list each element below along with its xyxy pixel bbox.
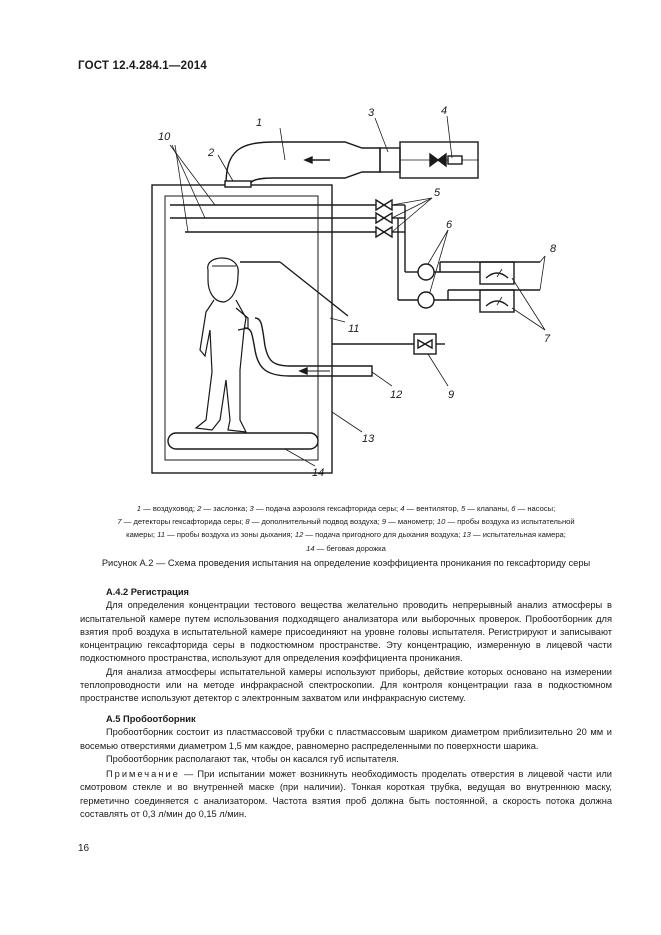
section-sampler <box>80 713 612 821</box>
label-1: 1 <box>256 117 263 129</box>
paragraph: Пробоотборник располагают так, чтобы он касался губ испытателя. <box>106 753 399 764</box>
paragraph: Для определения концентрации тестового вещества желательно проводить непрерывный анализ атмосферы в испытательной камере путем использования подходящего анализатора или выборочных проверок. Пробоотборник для взятия проб воздуха в испытательной камере присоединяют на уровне головы испытателя. Регистрируют и записывают концентрацию гексафторида серы в подкостюмном пространстве. Эту концентрацию, измеренную в лицевой части подкостюмного пространства, используют для определения коэффициента проникания. <box>80 600 612 664</box>
label-14: 14 <box>312 467 325 479</box>
legend-line: камеры; 11 — пробы воздуха из зоны дыхания; 12 — подача пригодного для дыхания воздуха; 13 — испытательная камера; <box>126 530 566 540</box>
label-9: 9 <box>448 389 455 401</box>
legend-line: 7 — детекторы гексафторида серы; 8 — дополнительный подвод воздуха; 9 — манометр; 10 — пробы воздуха из испытательной <box>117 517 575 527</box>
valve-group <box>376 200 392 237</box>
label-12: 12 <box>390 389 403 401</box>
note-label: Примечание <box>106 769 180 780</box>
label-4: 4 <box>441 105 448 117</box>
label-11: 11 <box>348 323 360 335</box>
pump-2 <box>418 292 434 308</box>
paragraph: Для анализа атмосферы испытательной камеры используют приборы, действие которых основано на измерении теплопроводности или на методе инфракрасной спектроскопии. Для контроля концентрации газа в подкостюмном пространстве используют детектор с электронным захватом или инфракрасную систему. <box>80 666 612 704</box>
label-10: 10 <box>158 131 171 143</box>
paragraph: Пробоотборник состоит из пластмассовой трубки с пластмассовым шариком диаметром приблизительно 20 мм и восемью отверстиями диаметром 1,5 мм каждое, равномерно распределенными по поверхности шарика. <box>80 727 612 751</box>
figure-caption: Рисунок А.2 — Схема проведения испытания на определение коэффициента проникания по гексафториду серы <box>101 558 591 568</box>
label-8: 8 <box>550 243 557 255</box>
section-heading: А.4.2 Регистрация <box>106 587 189 597</box>
label-3: 3 <box>368 107 375 119</box>
label-6: 6 <box>446 219 453 231</box>
figure-legend <box>70 502 622 555</box>
page-number: 16 <box>78 843 90 854</box>
label-7: 7 <box>544 333 551 345</box>
test-person <box>196 258 248 432</box>
legend-line: 1 — воздуховод; 2 — заслонка; 3 — подача аэрозоля гексафторида серы; 4 — вентилятор, 5 — клапаны, 6 — насосы; <box>136 504 556 513</box>
legend-line: 14 — беговая дорожка <box>306 543 386 553</box>
treadmill <box>168 433 318 449</box>
pump-1 <box>418 264 434 280</box>
note <box>80 768 612 821</box>
section-heading: А.5 Пробоотборник <box>106 714 196 724</box>
section-registration <box>80 586 612 706</box>
document-header: ГОСТ 12.4.284.1—2014 <box>78 60 207 72</box>
label-5: 5 <box>434 187 441 199</box>
air-duct <box>226 142 380 185</box>
note-text: — При испытании может возникнуть необходимость проделать отверстия в лицевой части или смотровом стекле и во внутренней маске (при наличии). Тонкая короткая трубка, ведущая во внутреннюю маску, герметично соединяется с анализатором. Частота взятия проб должна быть постоянной, а скорость потока должна составлять от 0,3 л/мин до 0,15 л/мин. <box>80 769 612 820</box>
label-13: 13 <box>362 433 375 445</box>
label-2: 2 <box>208 147 215 159</box>
